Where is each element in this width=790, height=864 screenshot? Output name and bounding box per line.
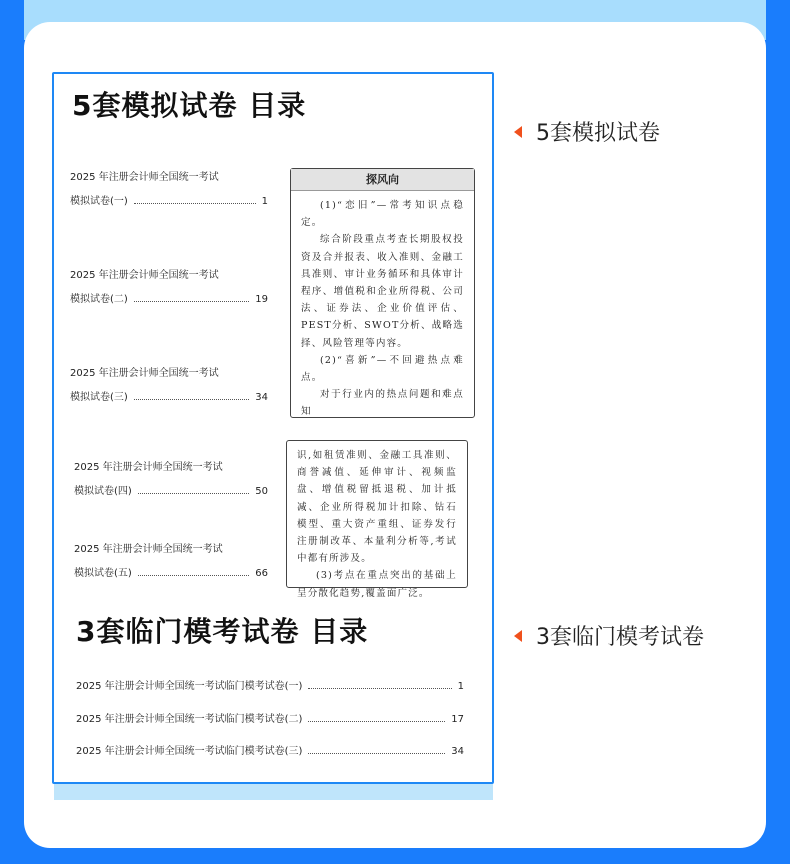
trend-box-title: 探风向 [291,169,474,191]
leader-dots [138,575,249,576]
toc-entry-5-page: 66 [255,568,268,579]
mock-entry-1-page: 1 [457,681,464,692]
trend-para-6: (3)考点在重点突出的基础上呈分散化趋势,覆盖面广泛。 [297,570,457,599]
toc-entry-4-heading: 2025 年注册会计师全国统一考试 [74,462,223,473]
callout-label-1 [514,116,660,147]
mock-entry-2-name: 2025 年注册会计师全国统一考试临门模考试卷(二) [76,714,303,725]
toc-entry-4[interactable] [74,482,268,497]
trend-para-2: 综合阶段重点考查长期股权投资及合并报表、收入准则、金融工具准则、审计业务循环和具体审计程序、增值税和企业所得税、公司法、证券法、企业价值评估、PEST分析、SWOT分析、战略选择、风险管理等内容。 [301,234,464,349]
mock-entry-3-page: 34 [451,746,464,757]
toc-entry-5-heading: 2025 年注册会计师全国统一考试 [74,544,223,555]
trend-para-5: 识,如租赁准则、金融工具准则、商誉减值、延伸审计、视频监盘、增值税留抵退税、加计抵减、企业所得税加计扣除、钻石模型、重大资产重组、证券发行注册制改革、本量利分析等,考试中都有所涉及。 [297,450,457,565]
mock-entry-3-name: 2025 年注册会计师全国统一考试临门模考试卷(三) [76,746,303,757]
trend-box-bottom [286,440,468,599]
toc-entry-5-name: 模拟试卷(五) [74,568,132,579]
leader-dots [138,493,249,494]
leader-dots [308,721,445,722]
trend-para-4: 对于行业内的热点问题和难点知 [301,389,464,418]
arrow-left-icon [514,630,522,642]
toc-entry-2-page: 19 [255,294,268,305]
toc-entry-5[interactable] [74,564,268,579]
leader-dots [134,301,249,302]
toc-entry-2-heading: 2025 年注册会计师全国统一考试 [70,270,219,281]
trend-box-top [290,168,475,418]
toc-entry-2-name: 模拟试卷(二) [70,294,128,305]
toc-entry-3[interactable] [70,388,268,403]
mock-entry-2[interactable] [76,710,464,725]
toc-entry-3-name: 模拟试卷(三) [70,392,128,403]
toc-entry-4-page: 50 [255,486,268,497]
mock-entry-1[interactable] [76,677,464,692]
toc-entry-1-page: 1 [261,196,268,207]
mock-entry-3[interactable] [76,742,464,757]
callout-label-2 [514,620,704,651]
toc-entry-3-heading: 2025 年注册会计师全国统一考试 [70,368,219,379]
mock-entry-1-name: 2025 年注册会计师全国统一考试临门模考试卷(一) [76,681,303,692]
section2-title: 3套临门模考试卷 目录 [76,615,369,648]
mock-entry-2-page: 17 [451,714,464,725]
toc-entry-4-name: 模拟试卷(四) [74,486,132,497]
toc-entry-2[interactable] [70,290,268,305]
trend-para-3: (2)“喜新”—不回避热点难点。 [301,354,464,384]
arrow-left-icon [514,126,522,138]
trend-para-1: (1)“恋旧”—常考知识点稳定。 [301,200,464,229]
section1-title: 5套模拟试卷 目录 [72,89,307,122]
toc-entry-1-name: 模拟试卷(一) [70,196,128,207]
leader-dots [134,399,249,400]
leader-dots [134,203,256,204]
toc-entry-3-page: 34 [255,392,268,403]
toc-entry-1[interactable] [70,192,268,207]
leader-dots [308,753,445,754]
document-page [52,72,494,784]
leader-dots [308,688,451,689]
callout-label-2-text: 3套临门模考试卷 [536,625,704,650]
toc-entry-1-heading: 2025 年注册会计师全国统一考试 [70,172,219,183]
callout-label-1-text: 5套模拟试卷 [536,121,660,146]
